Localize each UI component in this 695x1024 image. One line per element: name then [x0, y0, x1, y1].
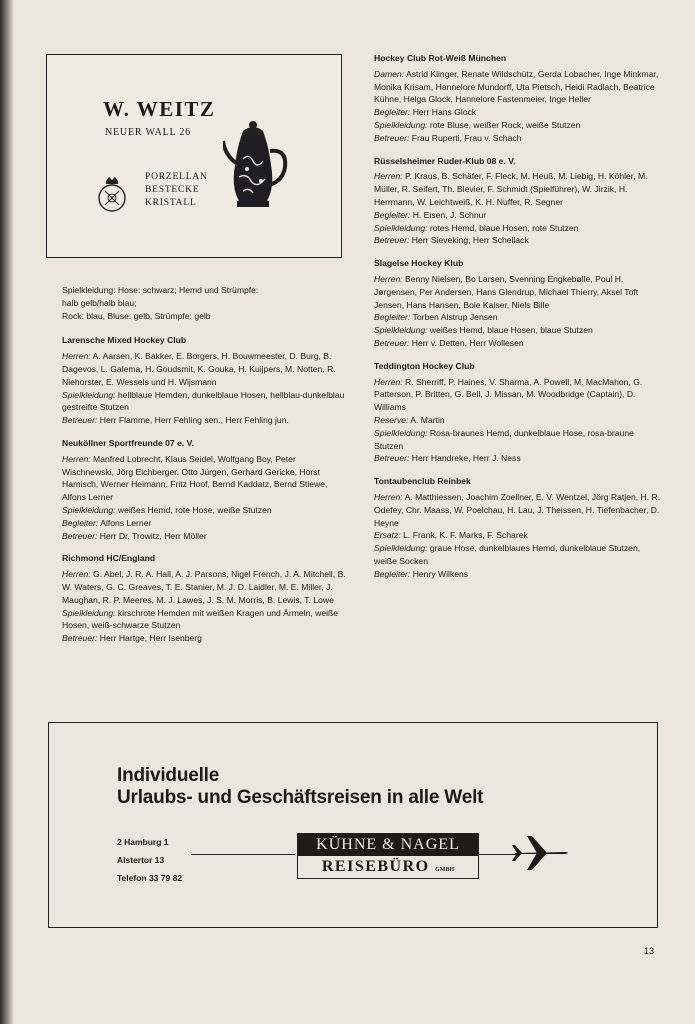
entry-label: Begleiter: — [374, 209, 411, 220]
club-substitutes — [374, 529, 664, 542]
entry-text: Frau Ruperti, Frau v. Schach — [409, 132, 522, 143]
club-kit — [62, 504, 350, 517]
entry-text: hellblaue Hemden, dunkelblaue Hosen, hellblau-dunkelblau gestreifte Stutzen — [62, 389, 345, 413]
entry-text: Benny Nielsen, Bo Larsen, Svenning Engkebølle, Poul H. Jørgensen, Per Andersen, Hans Glendrup, Michael Thierry, Aksel Toft Jensen, Hans Hansen, Boie Kaiser, Niels Bille — [374, 273, 639, 310]
entry-label: Reserve: — [374, 414, 409, 425]
entry-label: Ersatz: — [374, 530, 401, 541]
entry-label: Spielkleidung: — [374, 222, 428, 233]
crest-icon — [97, 173, 127, 213]
club-companions — [374, 106, 664, 119]
entry-text: Herr Dr. Trowitz, Herr Möller — [97, 530, 207, 541]
entry-label: Spielkleidung: — [374, 427, 428, 438]
club-companions — [374, 311, 664, 324]
entry-label: Betreuer: — [374, 453, 410, 464]
entry-text: Torben Alstrup Jensen — [410, 312, 498, 323]
club-players — [374, 68, 664, 106]
club-supervisors — [62, 414, 350, 427]
weitz-goods-item: BESTECKE — [145, 185, 200, 195]
entry-text: Herr v. Detten, Herr Wollesen — [409, 337, 524, 348]
entry-text: rote Bluse, weißer Rock, weiße Stutzen — [427, 119, 581, 130]
club-companions — [374, 568, 664, 581]
entry-label: Herren: — [62, 453, 91, 464]
club-kit — [374, 427, 664, 453]
logo-gmbh — [435, 867, 454, 873]
left-column — [62, 284, 350, 655]
travel-phone: Telefon 33 79 82 — [117, 873, 183, 883]
entry-text: P. Kraus, B. Schäfer, F. Fleck, M. Heuß, M. Liebig, H. Köhler, M. Müller, R. Seifert, Th. Blevier, F. Schmidt (Spielführer), W. Jirzik, H. Herrmann, W. Leichtweiß, K. H. Nuffer, R. Segner — [374, 171, 648, 207]
travel-city: 2 Hamburg 1 — [117, 837, 169, 847]
entry-text: A. Aarsen, K. Bakker, E. Borgers, H. Bouwmeester, D. Burg, B. Dagevos, L. Galema, H. Goudsmit, K. Gouka, H. Kuijpers, M. Notten, R. Niehorster, E. Wessels und H. Wijsmann — [62, 351, 336, 387]
entry-label: Herren: — [374, 171, 403, 182]
entry-text: A. Martin — [408, 414, 445, 425]
travel-headline-line: Individuelle — [117, 765, 220, 786]
intro-kit-note — [62, 284, 350, 322]
club-title: Rüsselsheimer Ruder-Klub 08 e. V. — [374, 155, 516, 166]
club-players — [62, 350, 350, 388]
entry-label: Spielkleidung: — [62, 504, 116, 515]
entry-label: Betreuer: — [374, 337, 410, 348]
club-rot-weiss-muenchen — [374, 52, 664, 145]
page-edge-shadow — [0, 0, 14, 1024]
club-kit — [374, 119, 664, 132]
entry-text: Rosa-braunes Hemd, dunkelblaue Hose, rosa-braune Stutzen — [374, 427, 634, 451]
logo-reisebuero: REISEBÜRO — [321, 858, 430, 875]
coffee-pot-icon — [223, 119, 295, 213]
entry-label: Betreuer: — [62, 530, 98, 541]
entry-label: Spielkleidung: — [62, 607, 116, 618]
entry-text: H. Eisen, J. Schnur — [410, 209, 487, 220]
entry-text: weißes Hemd, blaue Hosen, blaue Stutzen — [427, 325, 593, 336]
travel-headline — [117, 765, 483, 809]
club-slagelse-hockey-klub — [374, 257, 664, 350]
intro-line: halb gelb/halb blau; — [62, 297, 137, 308]
travel-street: Alstertor 13 — [117, 855, 165, 865]
club-title: Neuköllner Sportfreunde 07 e. V. — [62, 437, 194, 448]
club-companions — [374, 209, 664, 222]
club-supervisors — [62, 530, 350, 543]
entry-label: Spielkleidung: — [62, 389, 116, 400]
entry-text: rotes Hemd, blaue Hosen, rote Stutzen — [427, 222, 579, 233]
kuehne-nagel-logo — [297, 833, 479, 879]
entry-label: Begleiter: — [374, 312, 411, 323]
club-supervisors — [374, 234, 664, 247]
club-supervisors — [62, 632, 350, 645]
entry-text: A. Matthiessen, Joachim Zoellner, E. V. Wentzel, Jörg Ratjen, H. R. Odefey, Chr. Maass, W. Poelchau, H. Lau, J. Theissen, H. Tiefenbacher, D. Heyne — [374, 491, 661, 528]
entry-text: Astrid Klinger, Renate Wildschütz, Gerda Lobacher, Inge Minkmar, Monika Krisam, Hannelore Mundorff, Uta Pietsch, Heidi Radlach, Beatrice Kühne, Helga Glock, Hannelore Fastenmeier, Inge Heller — [374, 68, 659, 105]
entry-label: Herren: — [374, 273, 403, 284]
entry-label: Spielkleidung: — [374, 119, 428, 130]
entry-label: Herren: — [374, 376, 403, 387]
airplane-icon — [511, 833, 571, 873]
club-ruesselsheimer-ruder-klub — [374, 155, 664, 248]
entry-label: Betreuer: — [374, 235, 410, 246]
club-kit — [374, 542, 664, 568]
entry-text: Henry Wilkens — [410, 568, 469, 579]
entry-label: Herren: — [374, 491, 403, 502]
entry-label: Spielkleidung: — [374, 543, 428, 554]
entry-label: Begleiter: — [374, 568, 411, 579]
travel-agency-advertisement — [48, 722, 658, 928]
travel-headline-line: Urlaubs- und Geschäftsreisen in alle Welt — [117, 787, 484, 808]
entry-text: Herr Hartge, Herr Isenberg — [97, 633, 202, 644]
club-supervisors — [374, 337, 664, 350]
club-tontaubenclub-reinbek — [374, 475, 664, 580]
club-players — [374, 170, 664, 208]
club-kit — [374, 324, 664, 337]
entry-text: L. Frank, K. F. Marks, F. Scharek — [400, 530, 528, 541]
club-players — [374, 376, 664, 414]
club-reserve — [374, 414, 664, 427]
club-kit — [374, 222, 664, 235]
entry-text: Herr Hans Glock — [410, 107, 477, 118]
entry-text: Herr Sieveking, Herr Schellack — [409, 235, 529, 246]
weitz-name: W. WEITZ — [103, 97, 216, 121]
entry-text: Alfons Lerner — [98, 517, 152, 528]
club-kit — [62, 389, 350, 415]
club-neukoellner-sportfreunde — [62, 437, 350, 542]
logo-gmbh-top: GM — [435, 867, 446, 873]
intro-line: Rock: blau, Bluse: gelb, Strümpfe: gelb — [62, 310, 211, 321]
entry-label: Betreuer: — [62, 415, 98, 426]
entry-label: Betreuer: — [62, 633, 98, 644]
weitz-address: NEUER WALL 26 — [105, 127, 191, 138]
club-players — [62, 568, 350, 606]
weitz-goods-item: KRISTALL — [145, 198, 197, 208]
club-supervisors — [374, 452, 664, 465]
club-teddington-hockey-club — [374, 360, 664, 465]
entry-label: Damen: — [374, 68, 405, 79]
weitz-advertisement — [46, 54, 342, 258]
club-players — [374, 273, 664, 311]
logo-top-text: KÜHNE & NAGEL — [298, 834, 478, 856]
entry-label: Betreuer: — [374, 132, 410, 143]
club-title: Teddington Hockey Club — [374, 360, 475, 371]
travel-address — [117, 833, 182, 887]
entry-label: Spielkleidung: — [374, 325, 428, 336]
club-larensche-mixed-hockey-club — [62, 334, 350, 427]
page-number: 13 — [644, 946, 655, 956]
logo-gmbh-bottom: BH — [445, 867, 455, 873]
entry-text: R. Sherriff, P. Haines, V. Sharma, A. Powell, M. MacMahon, G. Patterson, P. Britten, G. Bell, J. Missan, M. Woodbridge (Captain), D. Williams — [374, 376, 643, 413]
club-title: Hockey Club Rot-Weiß München — [374, 53, 507, 63]
logo-bottom-text — [298, 856, 478, 878]
divider-line — [191, 854, 295, 855]
entry-text: Herr Flamme, Herr Fehling sen., Herr Fehling jun. — [97, 415, 289, 426]
club-kit — [62, 607, 350, 633]
club-title: Richmond HC/England — [62, 553, 156, 564]
entry-label: Herren: — [62, 569, 91, 580]
entry-label: Begleiter: — [62, 517, 99, 528]
intro-line: Spielkleidung: Hose: schwarz; Hemd und Strümpfe: — [62, 285, 259, 295]
club-title: Slagelse Hockey Klub — [374, 258, 464, 269]
weitz-goods-list — [145, 171, 208, 210]
club-supervisors — [374, 132, 664, 145]
entry-label: Begleiter: — [374, 107, 411, 118]
club-players — [374, 491, 664, 529]
entry-label: Herren: — [62, 351, 91, 362]
entry-text: graue Hose, dunkelblaues Hemd, dunkelblaue Stutzen, weiße Socken — [374, 543, 641, 566]
weitz-goods-item: PORZELLAN — [145, 172, 208, 182]
club-players — [62, 453, 350, 504]
entry-text: kirschrote Hemden mit weißen Kragen und Ärmeln, weiße Hosen, weiß-schwarze Stutzen — [62, 607, 339, 631]
club-richmond-hc — [62, 552, 350, 645]
right-column — [374, 52, 664, 590]
entry-text: G. Abel, J. R. A. Hall, A. J. Parsons, Nigel French, J. A. Mitchell, B. W. Waters, G. C. Greaves, T. E. Stanier, M. J. D. Laidler, M. E. Miller, J. Maughan, R. P. Meeres, M. J. Lawes, J. S. M. Morris, B. Lewis, T. Lowe — [62, 569, 346, 605]
entry-text: weißes Hemd, rote Hose, weiße Stutzen — [115, 504, 272, 515]
club-title: Tontaubenclub Reinbek — [374, 476, 471, 487]
club-title: Larensche Mixed Hockey Club — [62, 335, 187, 346]
entry-text: Manfred Lobrecht, Klaus Seidel, Wolfgang Boy, Peter Wischnewski, Jörg Eichberger, Otto Jürgen, Gerhard Gericke, Horst Harnisch, Werner Heimann, Fritz Hoof, Bernd Kaddatz, Bernd Stiewe, Alfons Lerner — [62, 453, 328, 503]
entry-text: Herr Handreke, Herr J. Ness — [409, 453, 521, 464]
club-companions — [62, 517, 350, 530]
